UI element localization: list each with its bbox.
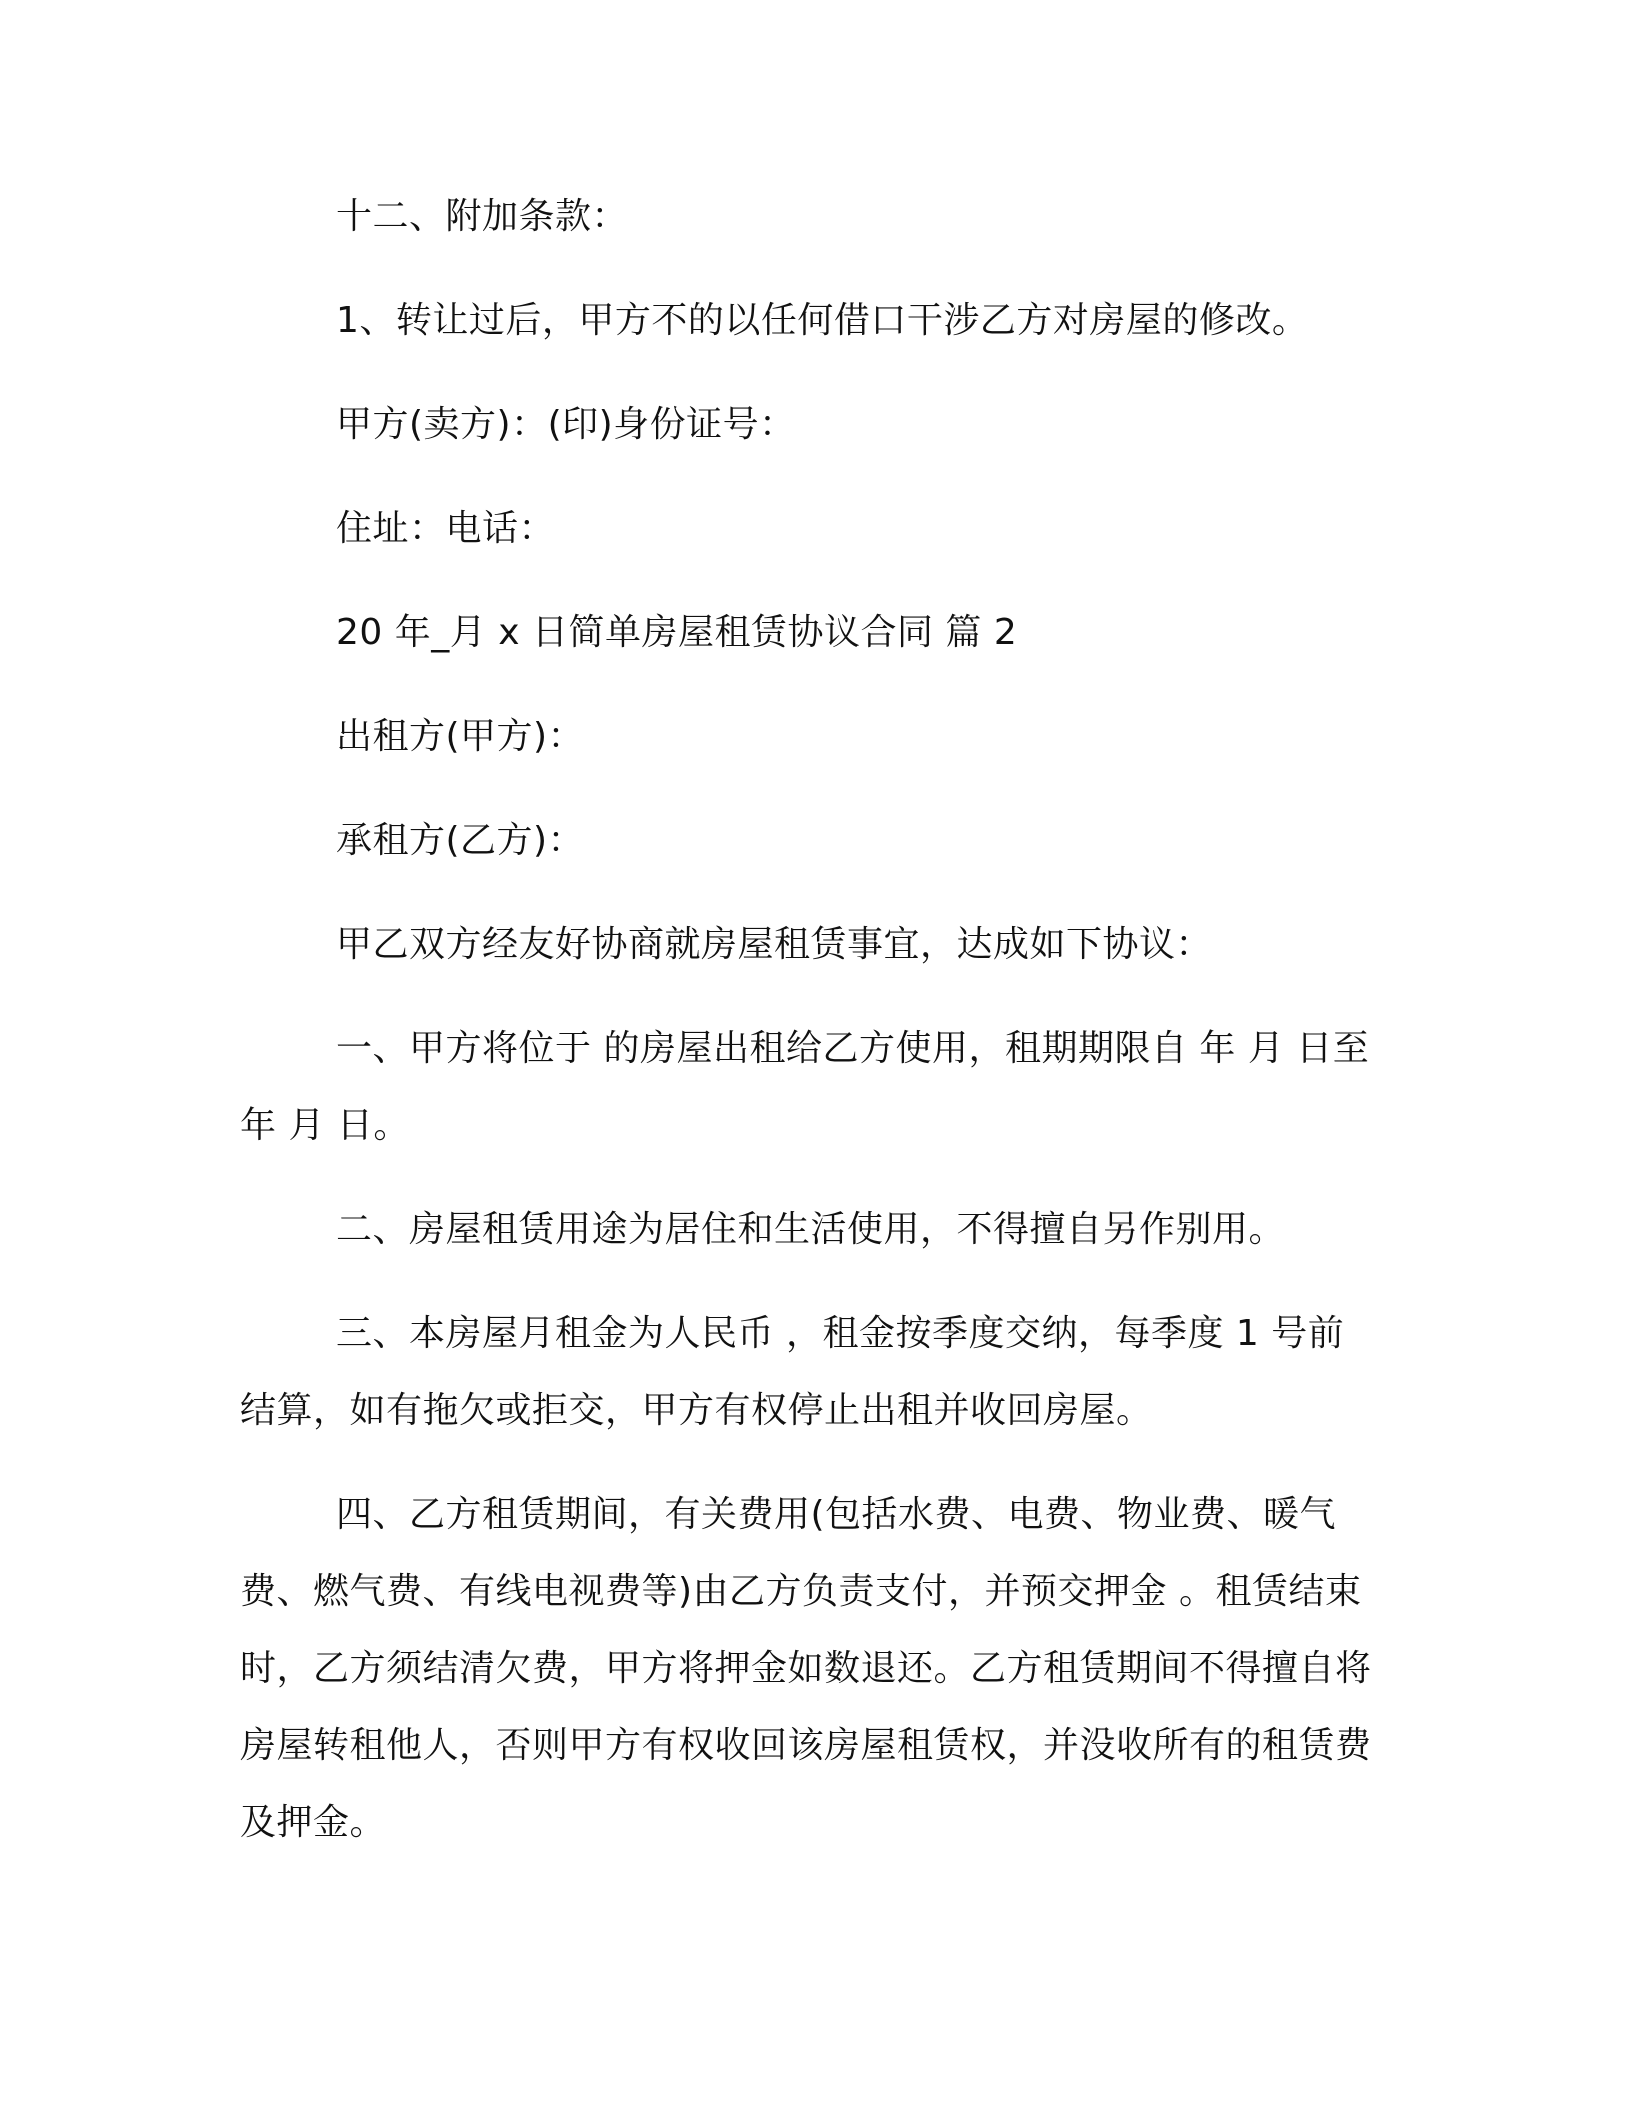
agreement-intro: 甲乙双方经友好协商就房屋租赁事宜，达成如下协议： — [336, 924, 1213, 965]
seller-signature-line: 甲方(卖方)：(印)身份证号： — [336, 404, 796, 445]
clause-3: 三、本房屋月租金为人民币 ，租金按季度交纳，每季度 1 号前结算，如有拖欠或拒交，甲方有权停止出租并收回房屋。 — [240, 1313, 1345, 1431]
clause-12-heading: 十二、附加条款： — [336, 196, 629, 237]
clause-1: 一、甲方将位于 的房屋出租给乙方使用，租期期限自 年 月 日至 年 月 日。 — [240, 1028, 1370, 1146]
address-phone-line: 住址：电话： — [336, 508, 556, 549]
clause-2: 二、房屋租赁用途为居住和生活使用，不得擅自另作别用。 — [336, 1209, 1286, 1250]
clause-4: 四、乙方租赁期间，有关费用(包括水费、电费、物业费、暖气费、燃气费、有线电视费等)由乙方负责支付，并预交押金 。租赁结束时，乙方须结清欠费，甲方将押金如数退还。乙方租赁期间不得擅自将房屋转租他人，否则甲方有权收回该房屋租赁权，并没收所有的租赁费及押金。 — [240, 1494, 1372, 1843]
contract-title-line: 20 年_月 x 日简单房屋租赁协议合同 篇 2 — [336, 612, 1018, 653]
clause-12-item-1: 1、转让过后，甲方不的以任何借口干涉乙方对房屋的修改。 — [336, 300, 1309, 341]
lessor-line: 出租方(甲方)： — [336, 716, 585, 757]
lessee-line: 承租方(乙方)： — [336, 820, 585, 861]
